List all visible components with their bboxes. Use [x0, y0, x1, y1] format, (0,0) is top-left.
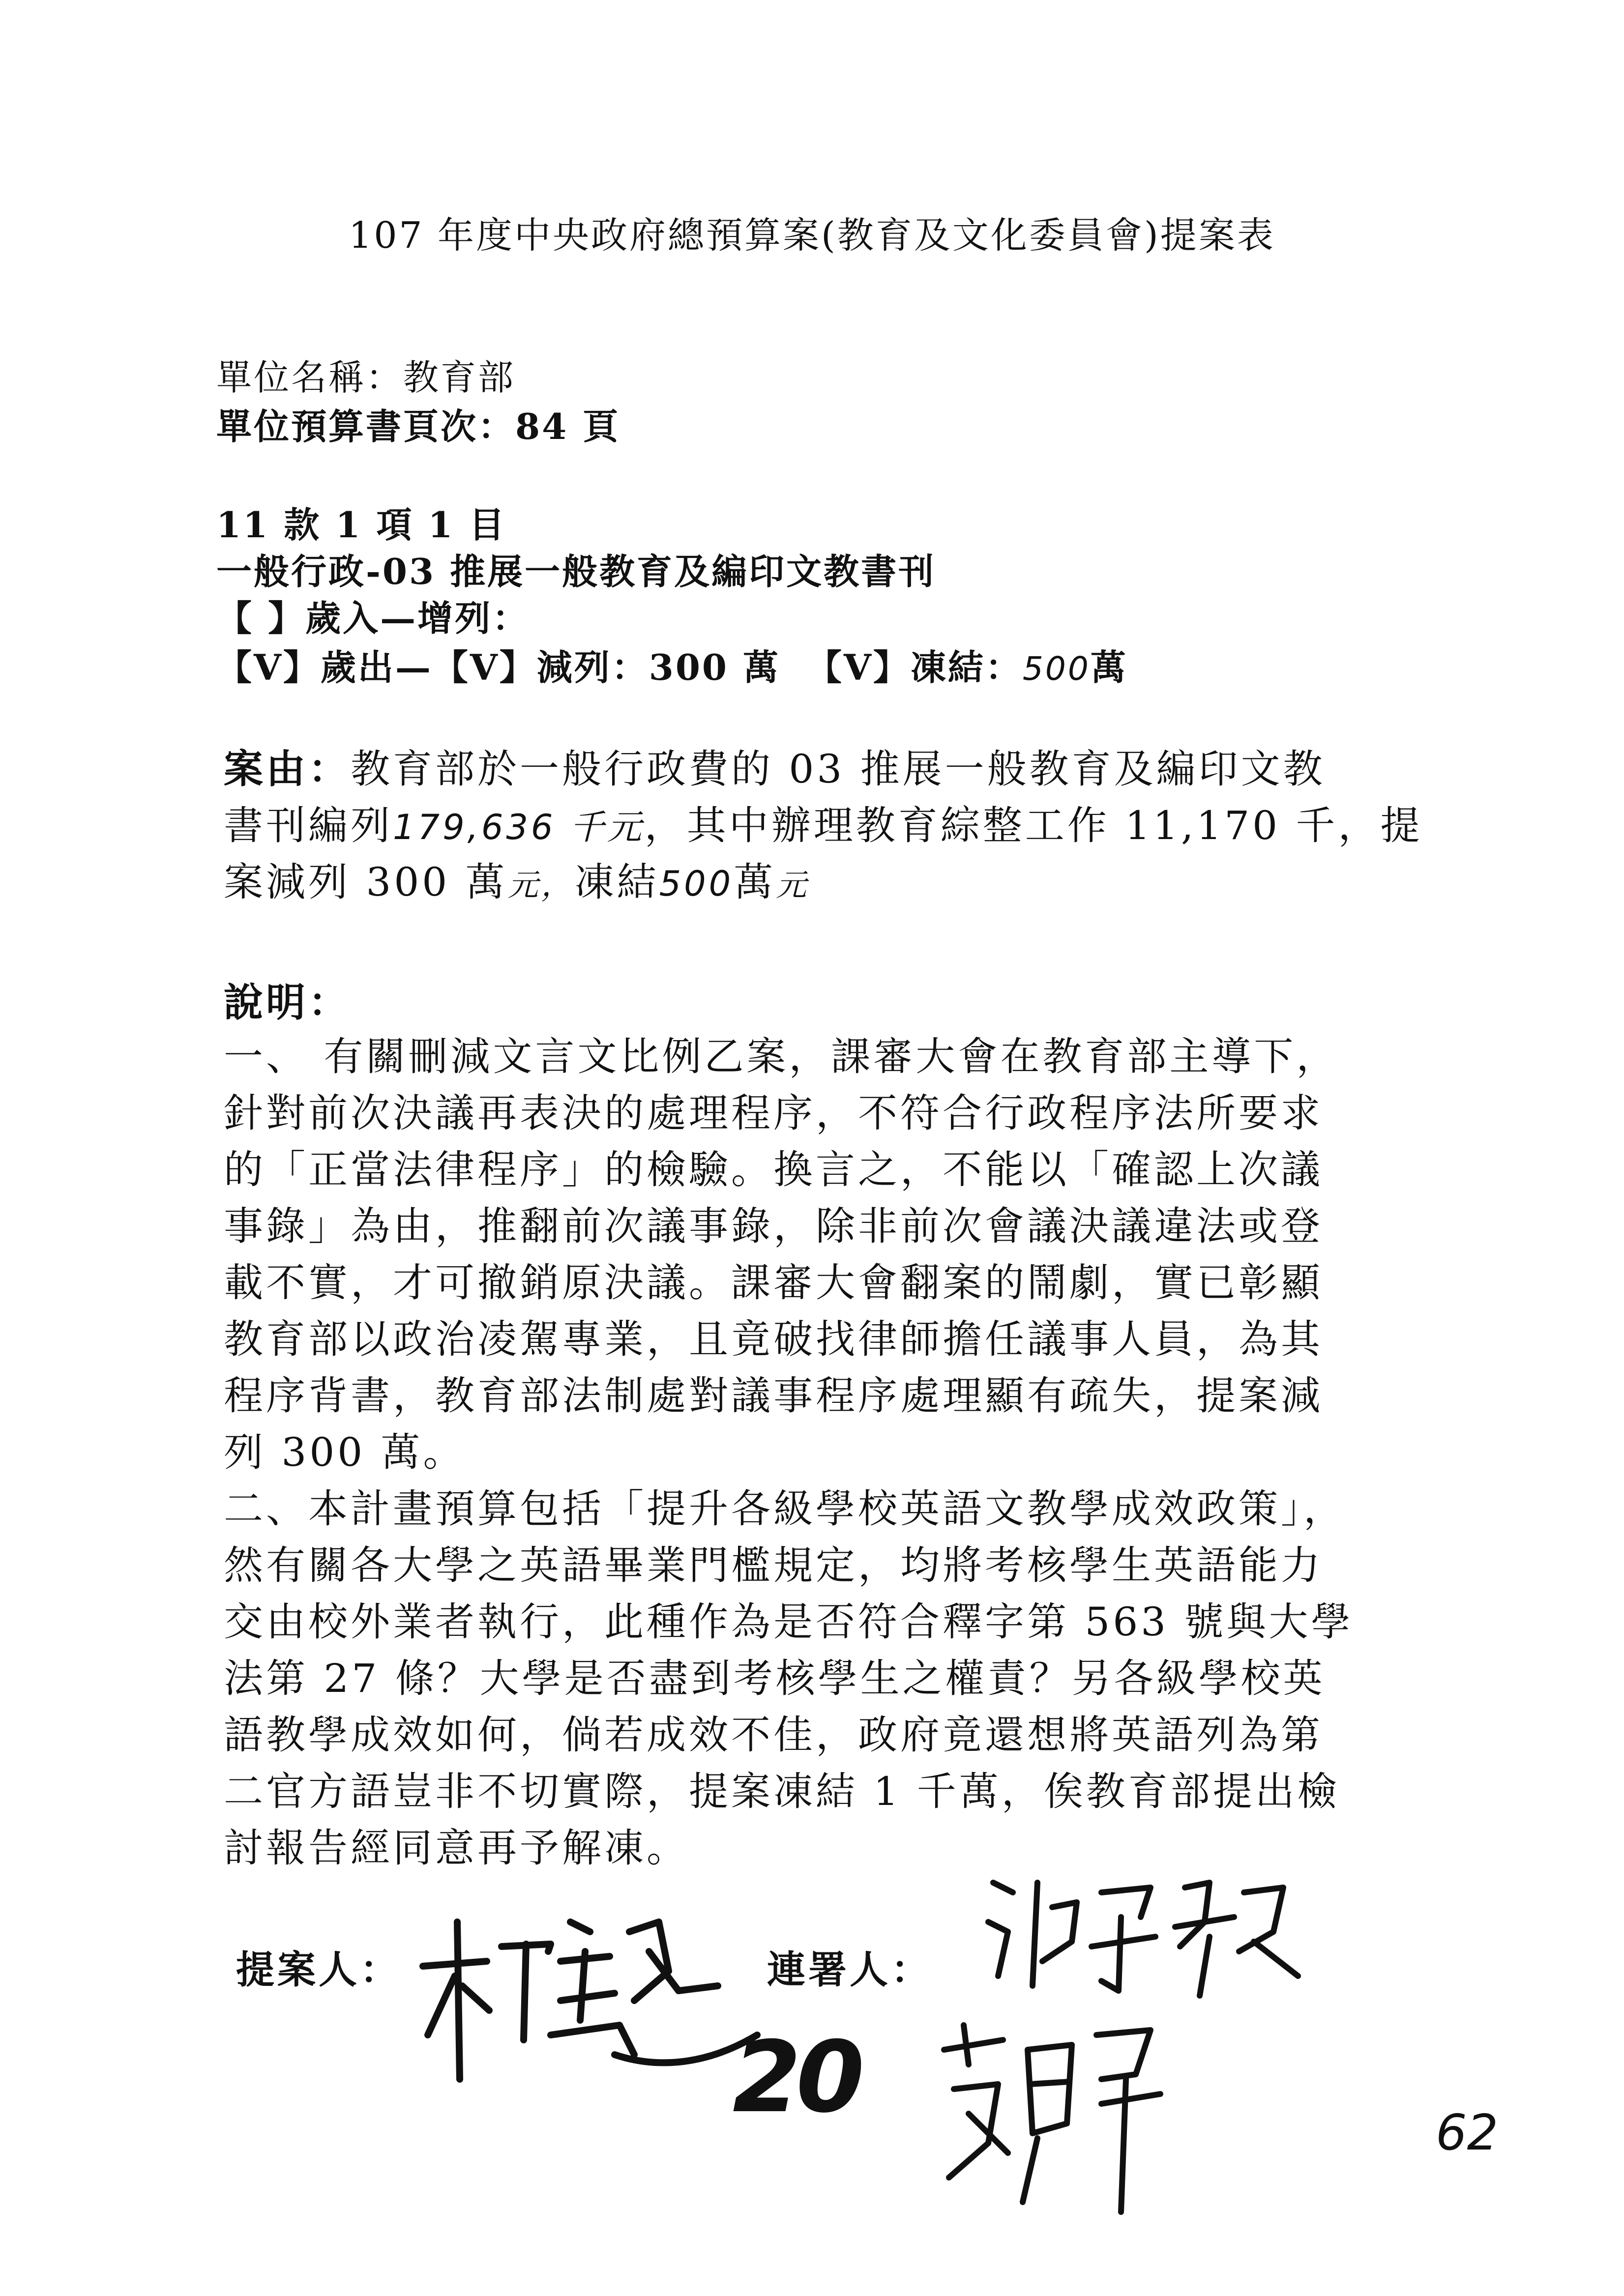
explanation-line: 二官方語豈非不切實際，提案凍結 1 千萬，俟教育部提出檢 [224, 1769, 1340, 1814]
case-text-1: 教育部於一般行政費的 03 推展一般教育及編印文教 [351, 746, 1326, 792]
explanation-line: 針對前次決議再表決的處理程序，不符合行政程序法所要求 [224, 1090, 1323, 1136]
budget-page-row [216, 398, 620, 449]
unit-name-value: 教育部 [403, 357, 516, 398]
case-text-3b: 凍結 [574, 859, 659, 905]
cosigner-number: 20 [733, 2020, 860, 2135]
case-line-3 [224, 850, 809, 907]
explanation-line: 事錄」為由，推翻前次議事錄，除非前次會議決議違法或登 [224, 1203, 1323, 1249]
case-text-2b: ，其中辦理教育綜整工作 11,170 千，提 [644, 803, 1423, 848]
explanation-line: 然有關各大學之英語畢業門檻規定，均將考核學生英語能力 [224, 1542, 1323, 1588]
budget-page-label: 單位預算書頁次： [216, 406, 516, 447]
case-text-3a: 案減列 300 萬 [224, 859, 508, 905]
explanation-line: 程序背書，教育部法制處對議事程序處理顯有疏失，提案減 [224, 1373, 1323, 1419]
case-handwritten-yuan-1: 元， [507, 867, 575, 903]
explanation-line: 一、 有關刪減文言文比例乙案，課審大會在教育部主導下， [224, 1034, 1339, 1079]
case-handwritten-amount: 179,636 千元 [393, 807, 645, 847]
revenue-line: 【 】歲入—增列： [216, 597, 530, 639]
explanation-line: 法第 27 條？大學是否盡到考核學生之權責？另各級學校英 [224, 1656, 1326, 1701]
freeze-line [806, 639, 1128, 690]
case-text-2a: 書刊編列 [224, 803, 393, 848]
item-code: 11 款 1 項 1 目 [216, 504, 506, 546]
unit-name-row [216, 349, 515, 400]
unit-name-label: 單位名稱： [216, 357, 404, 398]
case-label: 案由： [224, 746, 351, 792]
cosigner-signature-1 [978, 1863, 1313, 2010]
case-handwritten-yuan-2: 元 [776, 867, 810, 903]
cosigner-signature-2 [924, 2015, 1180, 2222]
freeze-unit: 萬 [1090, 646, 1128, 688]
case-handwritten-freeze: 500 [659, 864, 734, 904]
explanation-line: 教育部以政治凌駕專業，且竟破找律師擔任議事人員，為其 [224, 1316, 1323, 1362]
page-number: 62 [1436, 2104, 1499, 2161]
freeze-amount-handwritten: 500 [1022, 650, 1091, 688]
case-line-1 [224, 737, 1326, 794]
reduction-amount: 300 萬 [649, 646, 781, 688]
explanation-line: 語教學成效如何，倘若成效不佳，政府竟還想將英語列為第 [224, 1712, 1323, 1758]
program-name: 一般行政-03 推展一般教育及編印文教書刊 [216, 551, 936, 592]
case-line-2 [224, 794, 1423, 850]
explanation-line: 討報告經同意再予解凍。 [224, 1825, 689, 1871]
explanation-line: 列 300 萬。 [224, 1429, 466, 1475]
explanation-line: 的「正當法律程序」的檢驗。換言之，不能以「確認上次議 [224, 1147, 1323, 1192]
explanation-line: 交由校外業者執行，此種作為是否符合釋字第 563 號與大學 [224, 1599, 1354, 1645]
page-title: 107 年度中央政府總預算案(教育及文化委員會)提案表 [349, 214, 1275, 257]
budget-page-value: 84 頁 [515, 406, 620, 447]
expenditure-prefix: 【V】歲出—【V】減列： [216, 646, 649, 688]
proposer-signature [403, 1892, 777, 2099]
proposer-label: 提案人： [236, 1947, 402, 1992]
freeze-prefix: 【V】凍結： [806, 646, 1023, 688]
case-text-3c: 萬 [734, 859, 776, 905]
explanation-line: 載不實，才可撤銷原決議。課審大會翻案的鬧劇，實已彰顯 [224, 1260, 1323, 1306]
expenditure-line [216, 639, 780, 690]
explanation-label: 說明： [224, 979, 351, 1025]
explanation-line: 二、本計畫預算包括「提升各級學校英語文教學成效政策」， [224, 1486, 1346, 1532]
cosigner-label: 連署人： [767, 1947, 933, 1992]
